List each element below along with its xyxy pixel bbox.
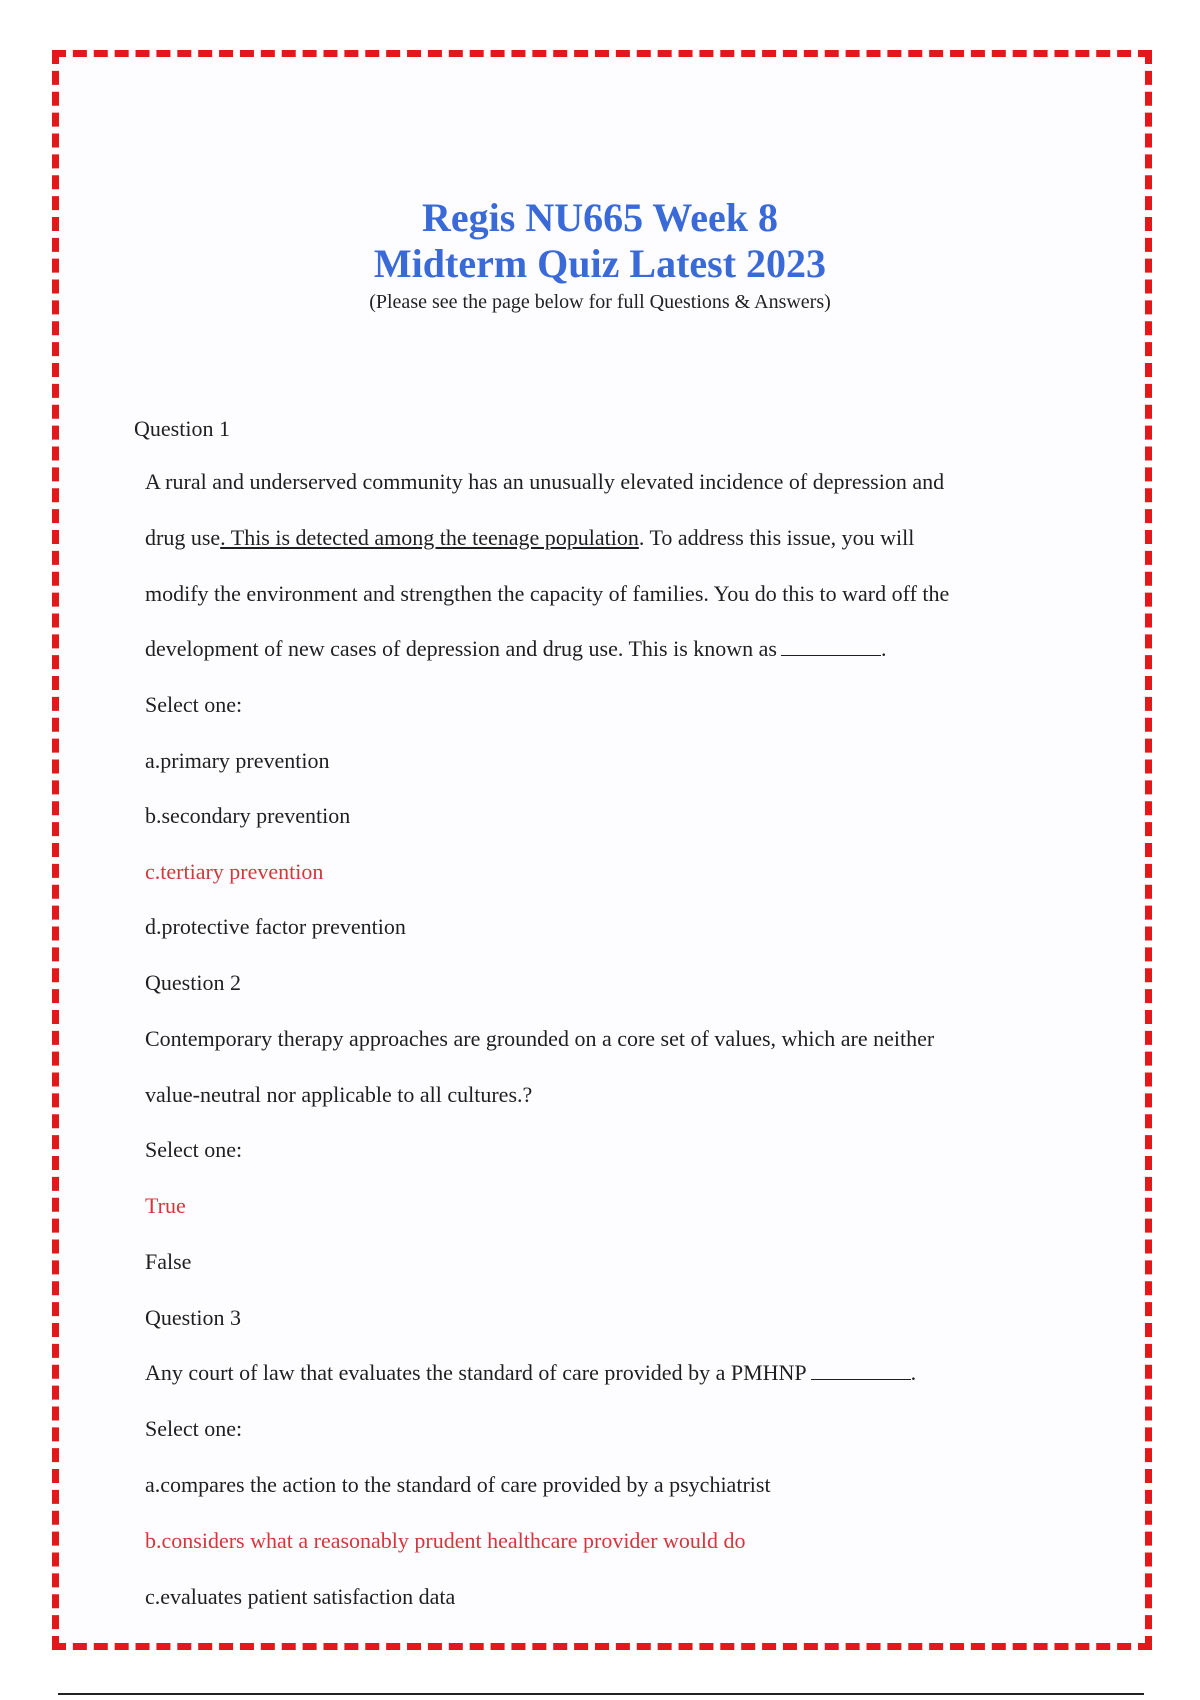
question-1-option-c-correct: c.tertiary prevention [145,859,324,884]
question-1-label: Question 1 [134,416,230,441]
question-1-text-seg-c: . To address this issue, you will [638,525,915,550]
question-1-text-seg-a: drug use [145,525,221,550]
question-1-text-line-2 [145,523,914,553]
document-header [0,195,1200,315]
question-1-text-seg-g: . This is known as [617,636,777,661]
question-2-select-prompt: Select one: [145,1137,243,1162]
document-title-line-2: Midterm Quiz Latest 2023 [373,241,827,286]
question-3-text-seg-a: Any court of law that evaluates the standard of care provided by a PMHNP [145,1360,807,1385]
question-2-label: Question 2 [145,970,241,995]
question-2-text-line-1: Contemporary therapy approaches are grounded on a core set of values, which are neither [145,1026,935,1051]
question-1-option-d: d.protective factor prevention [145,914,406,939]
question-2-option-false: False [145,1249,192,1274]
question-1-text-seg-e: . You do this to ward off the [703,581,950,606]
question-3-option-b-correct: b.considers what a reasonably prudent healthcare provider would do [145,1528,746,1553]
question-1-text-line-4 [145,634,886,664]
question-3-label: Question 3 [145,1305,241,1330]
question-1-blank [781,635,881,656]
question-1-select-prompt: Select one: [145,692,243,717]
question-3-option-c: c.evaluates patient satisfaction data [145,1584,456,1609]
document-title-line-1: Regis NU665 Week 8 [422,195,778,240]
question-1-option-b: b.secondary prevention [145,803,351,828]
question-2-option-true-correct: True [145,1193,186,1218]
question-2-text-line-2: value-neutral nor applicable to all cultures.? [145,1082,533,1107]
question-3-blank [811,1359,911,1380]
document-subtitle: (Please see the page below for full Questions & Answers) [369,291,831,313]
question-1-text-line-1: A rural and underserved community has an unusually elevated incidence of depression and [145,469,945,494]
question-3-select-prompt: Select one: [145,1416,243,1441]
bottom-divider [58,1693,1144,1695]
question-1-text-seg-b: . This is detected among the teenage population [220,525,639,550]
question-1-text-line-3 [145,579,949,609]
question-1-option-a: a.primary prevention [145,748,330,773]
question-1-text-seg-f: development of new cases of depression and drug use [145,636,618,661]
question-3-text-line-1 [145,1358,916,1388]
question-3-text-seg-b: . [910,1360,917,1385]
question-3-option-a: a.compares the action to the standard of care provided by a psychiatrist [145,1472,771,1497]
question-1-text-seg-h: . [880,636,887,661]
question-1-text-seg-d: modify the environment and strengthen the capacity of families [145,581,704,606]
